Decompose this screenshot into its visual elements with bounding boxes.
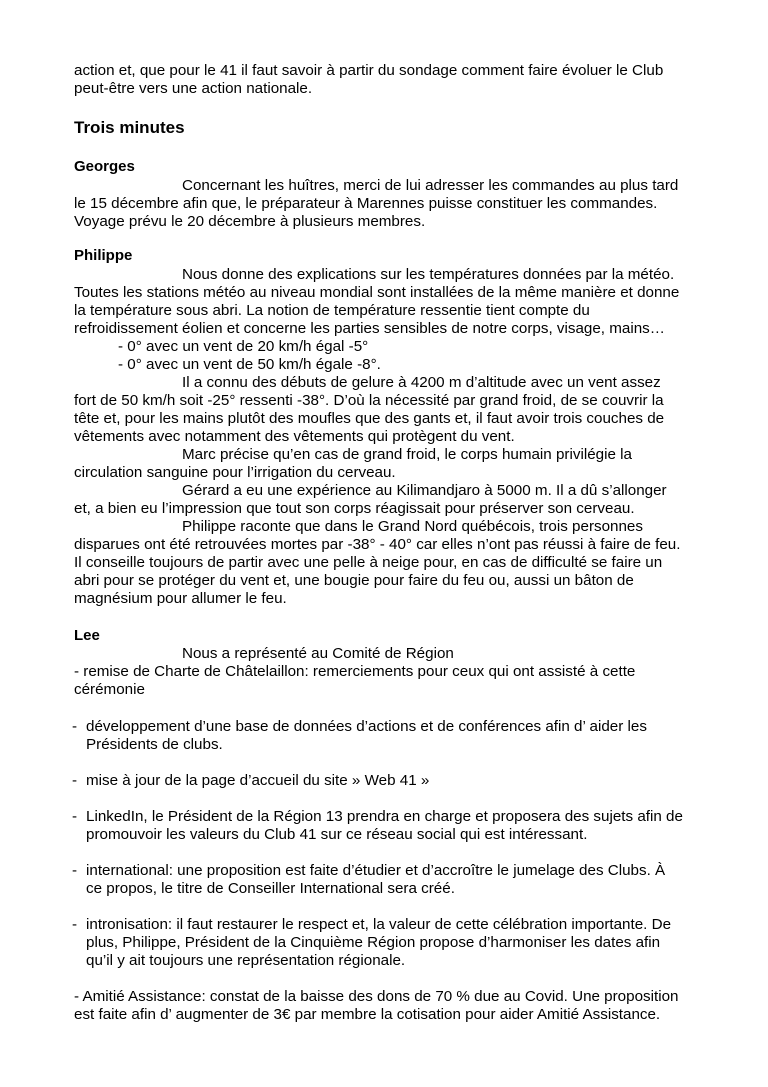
list-dash: -: [72, 718, 78, 735]
philippe-line-10: vêtements avec notamment des vêtements qui protègent du vent.: [74, 428, 515, 445]
lee-item1-line-1: - remise de Charte de Châtelaillon: remerciements pour ceux qui ont assisté à cette: [74, 663, 636, 680]
intro-line-2: peut-être vers une action nationale.: [74, 80, 313, 97]
philippe-line-8: fort de 50 km/h soit -25° ressenti -38°. D’où la nécessité par grand froid, de se couvrir la: [74, 392, 664, 409]
list-item-line: qu’il y ait toujours une représentation régionale.: [86, 952, 406, 969]
philippe-line-15: Philippe raconte que dans le Grand Nord québécois, trois personnes: [182, 518, 643, 535]
lee-item1-line-2: cérémonie: [74, 681, 145, 698]
list-item-line: LinkedIn, le Président de la Région 13 prendra en charge et proposera des sujets afin de: [86, 808, 683, 825]
lee-last-line-2: est faite afin d’ augmenter de 3€ par membre la cotisation pour aider Amitié Assistance.: [74, 1006, 661, 1023]
philippe-line-9: tête et, pour les mains plutôt des moufles que des gants et, il faut avoir trois couches de: [74, 410, 665, 427]
speaker-philippe: Philippe: [74, 247, 133, 264]
philippe-line-3: la température sous abri. La notion de température ressentie tient compte du: [74, 302, 590, 319]
philippe-line-12: circulation sanguine pour l’irrigation du cerveau.: [74, 464, 396, 481]
philippe-list-item-1: - 0° avec un vent de 20 km/h égal -5°: [118, 338, 369, 355]
list-dash: -: [72, 862, 78, 879]
list-item-line: international: une proposition est faite d’étudier et d’accroître le jumelage des Clubs. À: [86, 862, 666, 879]
list-item-line: plus, Philippe, Président de la Cinquième Région propose d’harmoniser les dates afin: [86, 934, 661, 951]
philippe-line-7: Il a connu des débuts de gelure à 4200 m d’altitude avec un vent assez: [182, 374, 661, 391]
philippe-line-19: magnésium pour allumer le feu.: [74, 590, 287, 607]
intro-line-1: action et, que pour le 41 il faut savoir à partir du sondage comment faire évoluer le Club: [74, 62, 664, 79]
list-dash: -: [72, 772, 78, 789]
list-dash: -: [72, 916, 78, 933]
philippe-list-item-2: - 0° avec un vent de 50 km/h égale -8°.: [118, 356, 381, 373]
philippe-line-11: Marc précise qu’en cas de grand froid, le corps humain privilégie la: [182, 446, 632, 463]
list-item-line: mise à jour de la page d’accueil du site » Web 41 »: [86, 772, 430, 789]
philippe-line-14: et, a bien eu l’impression que tout son corps réagissait pour préserver son cerveau.: [74, 500, 635, 517]
lee-last-line-1: - Amitié Assistance: constat de la baisse des dons de 70 % due au Covid. Une proposition: [74, 988, 679, 1005]
philippe-line-4: refroidissement éolien et concerne les parties sensibles de notre corps, visage, mains…: [74, 320, 665, 337]
speaker-lee: Lee: [74, 627, 100, 644]
list-item-line: promouvoir les valeurs du Club 41 sur ce réseau social qui est intéressant.: [86, 826, 588, 843]
philippe-line-17: Il conseille toujours de partir avec une pelle à neige pour, en cas de difficulté se faire un: [74, 554, 663, 571]
philippe-line-1: Nous donne des explications sur les températures données par la météo.: [182, 266, 675, 283]
lee-intro: Nous a représenté au Comité de Région: [182, 645, 454, 662]
georges-line-3: Voyage prévu le 20 décembre à plusieurs membres.: [74, 213, 426, 230]
list-item-line: Présidents de clubs.: [86, 736, 223, 753]
list-item-line: ce propos, le titre de Conseiller International sera créé.: [86, 880, 455, 897]
section-title: Trois minutes: [74, 118, 185, 137]
philippe-line-13: Gérard a eu une expérience au Kilimandjaro à 5000 m. Il a dû s’allonger: [182, 482, 667, 499]
philippe-line-2: Toutes les stations météo au niveau mondial sont installées de la même manière et donne: [74, 284, 680, 301]
georges-line-1: Concernant les huîtres, merci de lui adresser les commandes au plus tard: [182, 177, 679, 194]
georges-line-2: le 15 décembre afin que, le préparateur à Marennes puisse constituer les commandes.: [74, 195, 658, 212]
list-dash: -: [72, 808, 78, 825]
list-item-line: développement d’une base de données d’actions et de conférences afin d’ aider les: [86, 718, 647, 735]
list-item-line: intronisation: il faut restaurer le respect et, la valeur de cette célébration importante. De: [86, 916, 672, 933]
speaker-georges: Georges: [74, 158, 135, 175]
philippe-line-18: abri pour se protéger du vent et, une bougie pour faire du feu ou, aussi un bâton de: [74, 572, 634, 589]
philippe-line-16: disparues ont été retrouvées mortes par -38° - 40° car elles n’ont pas réussi à faire de feu.: [74, 536, 681, 553]
